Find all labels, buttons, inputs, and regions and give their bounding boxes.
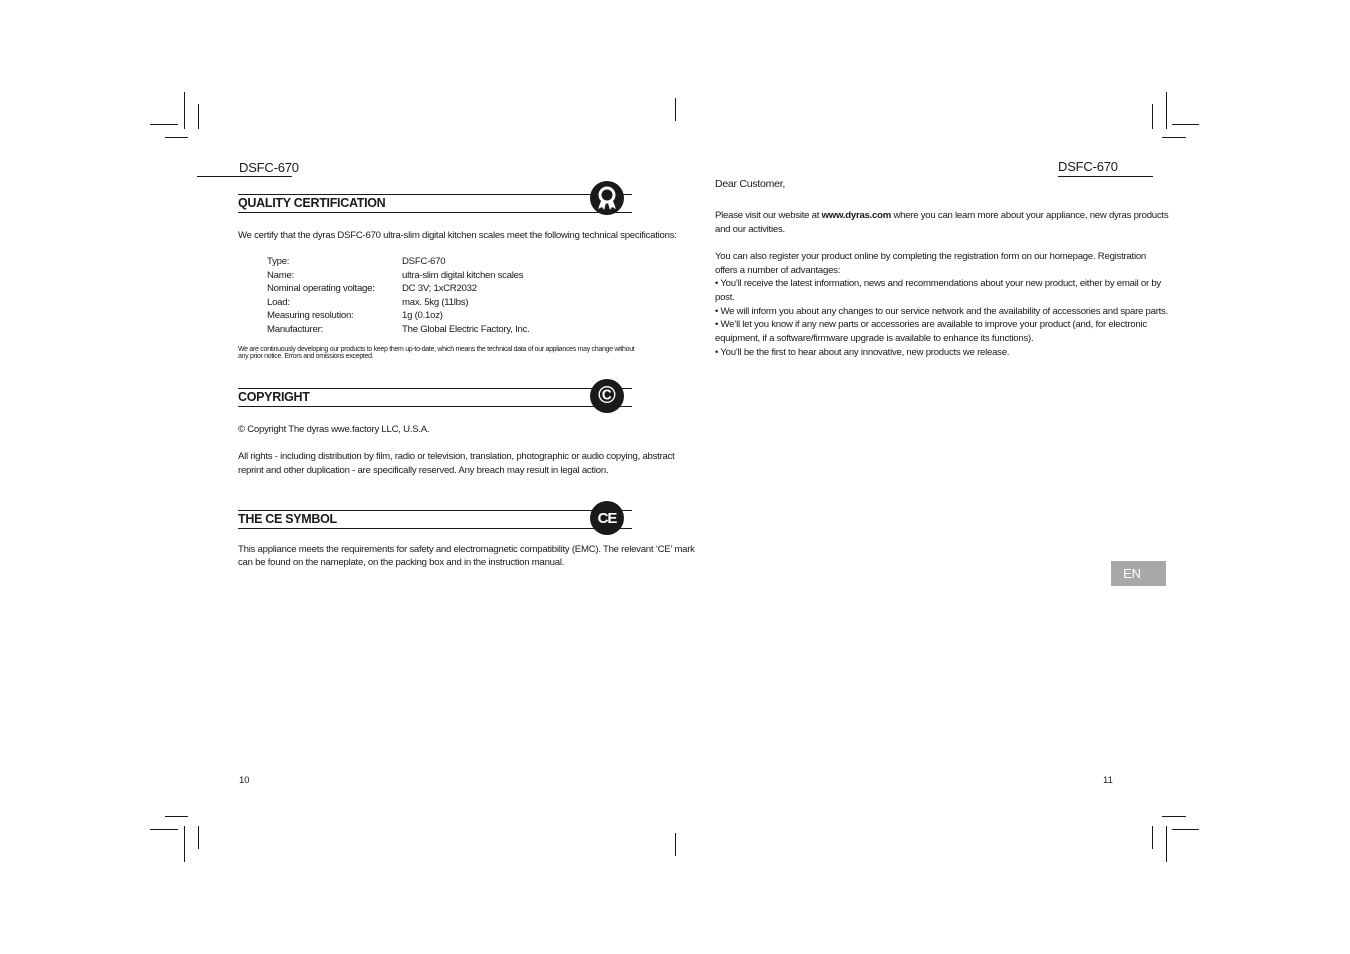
model-header: DSFC-670 xyxy=(239,160,299,175)
register-paragraph: You can also register your product online by completing the registration form on our homepage. Registration xyxy=(715,251,1146,262)
section-header-quality xyxy=(238,194,632,213)
ce-paragraph: This appliance meets the requirements for safety and electromagnetic compatibility (EMC). The relevant ‘CE’ mark xyxy=(238,544,695,555)
crop-mark xyxy=(1152,826,1153,849)
crop-mark xyxy=(165,816,188,817)
award-ribbon-icon xyxy=(590,181,624,215)
crop-mark xyxy=(150,124,178,125)
bullet-item: post. xyxy=(715,292,735,303)
visit-paragraph: and our activities. xyxy=(715,224,785,235)
ce-mark-icon: CE xyxy=(590,501,624,535)
spec-value: 1g (0.1oz) xyxy=(402,310,443,322)
model-header: DSFC-670 xyxy=(1058,159,1118,174)
model-underline xyxy=(197,176,292,177)
quality-intro: We certify that the dyras DSFC-670 ultra-slim digital kitchen scales meet the following technical specifications: xyxy=(238,230,677,241)
spec-row xyxy=(267,283,567,297)
notice-line: We are continuously developing our products to keep them up-to-date, which means the technical data of our appliances may change without xyxy=(238,346,635,353)
register-paragraph: offers a number of advantages: xyxy=(715,265,841,276)
spec-value: DSFC-670 xyxy=(402,256,446,267)
section-header-ce xyxy=(238,510,632,529)
spec-label: Name: xyxy=(267,269,295,281)
bullet-item: equipment, if a software/firmware upgrade is available to enhance its functions). xyxy=(715,333,1034,344)
spec-label: Measuring resolution: xyxy=(267,310,354,322)
crop-mark xyxy=(184,92,185,129)
spec-label: Manufacturer: xyxy=(267,324,323,335)
crop-mark xyxy=(1162,137,1186,138)
spec-row xyxy=(267,324,567,338)
crop-mark xyxy=(1152,104,1153,129)
crop-mark xyxy=(1162,816,1186,817)
crop-mark xyxy=(150,829,178,830)
ce-paragraph: can be found on the nameplate, on the packing box and in the instruction manual. xyxy=(238,557,565,568)
crop-mark xyxy=(675,833,676,856)
website-link[interactable]: www.dyras.com xyxy=(821,210,892,221)
spec-row xyxy=(267,270,567,284)
spec-row xyxy=(267,256,567,270)
bullet-item: • You’ll receive the latest information, news and recommendations about your new product, either by email or by xyxy=(715,278,1161,289)
page-number: 11 xyxy=(1103,775,1113,786)
visit-paragraph xyxy=(715,209,1168,223)
crop-mark xyxy=(1166,92,1167,129)
greeting: Dear Customer, xyxy=(715,178,786,190)
crop-mark xyxy=(184,826,185,862)
copyright-paragraph: reprint and other duplication - are specifically reserved. Any breach may result in legal action. xyxy=(238,465,609,476)
language-tab: EN xyxy=(1111,561,1166,586)
spec-value: ultra-slim digital kitchen scales xyxy=(402,269,524,281)
section-title-ce: THE CE SYMBOL xyxy=(238,512,337,526)
crop-mark xyxy=(198,826,199,849)
crop-mark xyxy=(165,137,188,138)
bullet-item: • We’ll let you know if any new parts or accessories are available to improve your product (and, for electronic xyxy=(715,319,1147,330)
spec-value: The Global Electric Factory, Inc. xyxy=(402,324,530,335)
bullet-item: • We will inform you about any changes to our service network and the availability of accessories and spare parts. xyxy=(715,306,1169,317)
crop-mark xyxy=(198,104,199,129)
spec-row xyxy=(267,297,567,311)
crop-mark xyxy=(1166,826,1167,862)
crop-mark xyxy=(1172,124,1199,125)
copyright-icon: © xyxy=(590,379,624,413)
spec-row xyxy=(267,310,567,324)
visit-text: where you can learn more about your appliance, new dyras products xyxy=(891,210,1169,221)
spec-label: Type: xyxy=(267,256,290,267)
section-title-copyright: COPYRIGHT xyxy=(238,390,310,404)
spec-label: Load: xyxy=(267,296,290,308)
notice-line: any prior notice. Errors and omissions excepted. xyxy=(238,353,374,360)
visit-text: Please visit our website at xyxy=(715,210,822,221)
page-number: 10 xyxy=(239,775,250,786)
crop-mark xyxy=(675,98,676,121)
model-underline xyxy=(1058,176,1153,177)
spec-table xyxy=(267,256,587,338)
spec-label: Nominal operating voltage: xyxy=(267,283,375,295)
bullet-item: • You’ll be the first to hear about any innovative, new products we release. xyxy=(715,347,1010,358)
spec-value: DC 3V; 1xCR2032 xyxy=(402,283,477,295)
section-header-copyright xyxy=(238,388,632,407)
section-title-quality: QUALITY CERTIFICATION xyxy=(238,196,386,210)
copyright-paragraph: All rights - including distribution by film, radio or television, translation, photographic or audio copying, abstract xyxy=(238,451,675,462)
spec-value: max. 5kg (11lbs) xyxy=(402,296,469,308)
copyright-line: © Copyright The dyras wwe.factory LLC, U.S.A. xyxy=(238,424,430,435)
crop-mark xyxy=(1172,829,1199,830)
